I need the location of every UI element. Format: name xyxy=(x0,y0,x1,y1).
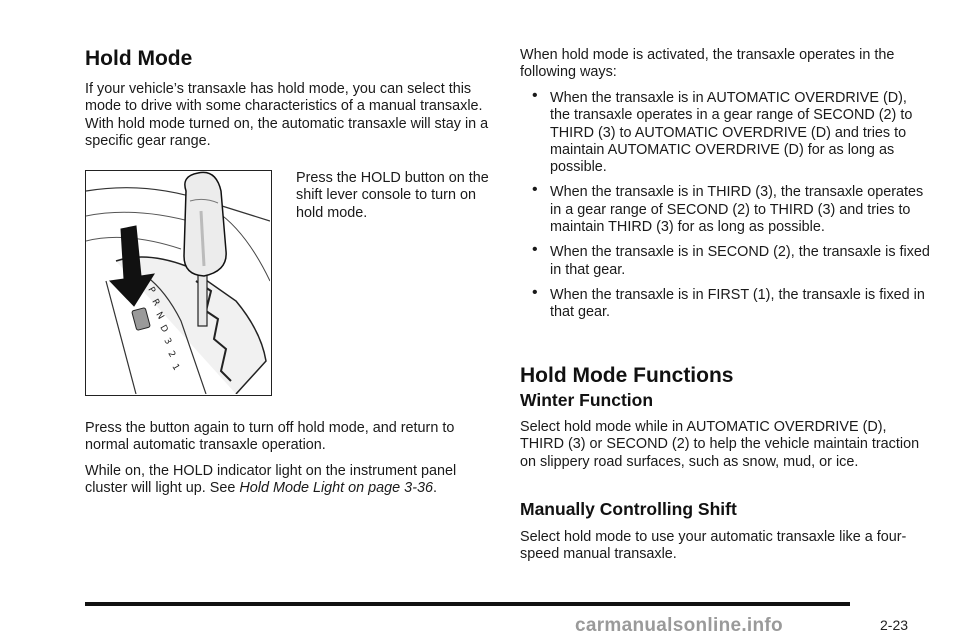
bullet-item: • When the transaxle is in AUTOMATIC OVERDRIVE (D), the transaxle operates in a gear range of SECOND (2) to THIRD (3) to AUTOMATIC OVERDRIVE (D) and tries to maintain AUTOMATIC OVERDRIVE (D) for as long as possible. xyxy=(532,87,913,176)
heading-hold-mode: Hold Mode xyxy=(85,47,193,70)
intro-paragraph: If your vehicle’s transaxle has hold mode, you can select this mode to drive with some characteristics of a manual transaxle. With hold mode turned on, the automatic transaxle will stay in a specific gear range. xyxy=(85,81,489,149)
subheading-winter-function: Winter Function xyxy=(520,390,654,410)
subheading-manually-controlling-shift: Manually Controlling Shift xyxy=(520,499,737,519)
manual-paragraph: Select hold mode to use your automatic transaxle like a four-speed manual transaxle. xyxy=(520,529,907,563)
svg-text:N: N xyxy=(153,310,166,322)
svg-text:D: D xyxy=(157,323,170,335)
bullet-dot: • xyxy=(532,181,538,199)
figure-caption: Press the HOLD button on the shift lever console to turn on hold mode. xyxy=(296,170,489,221)
bullet-dot: • xyxy=(532,283,538,301)
bullet-item: • When the transaxle is in THIRD (3), the transaxle operates in a gear range of SECOND (2) to THIRD (3) and tries to maintain THIRD (3) for as long as possible. xyxy=(532,181,924,236)
indicator-text: While on, the HOLD indicator light on the instrument panel cluster will light up. See xyxy=(85,463,457,497)
svg-text:R: R xyxy=(149,297,162,308)
svg-text:P: P xyxy=(145,285,157,296)
watermark: carmanualsonline.info xyxy=(575,615,783,636)
indicator-paragraph xyxy=(85,463,485,498)
page-number: 2-23 xyxy=(880,617,909,633)
heading-hold-mode-functions: Hold Mode Functions xyxy=(520,364,734,387)
shift-lever-drawing xyxy=(86,171,270,394)
bullet-item: • When the transaxle is in FIRST (1), the transaxle is fixed in that gear. xyxy=(532,283,925,321)
shift-lever-illustration xyxy=(85,170,272,396)
svg-text:1: 1 xyxy=(169,362,181,373)
hold-mode-light-reference[interactable]: Hold Mode Light on page 3-36 xyxy=(239,480,433,497)
bullet-item: • When the transaxle is in SECOND (2), the transaxle is fixed in that gear. xyxy=(532,241,930,278)
svg-text:3: 3 xyxy=(161,336,173,347)
operation-bullet-list xyxy=(520,87,930,330)
press-again-paragraph: Press the button again to turn off hold mode, and return to normal automatic transaxle operation. xyxy=(85,420,455,454)
right-intro: When hold mode is activated, the transaxle operates in the following ways: xyxy=(520,47,895,81)
svg-text:2: 2 xyxy=(165,349,177,360)
bullet-dot: • xyxy=(532,241,538,259)
indicator-end: . xyxy=(433,480,437,497)
bullet-dot: • xyxy=(532,87,538,104)
footer-rule xyxy=(85,602,850,606)
winter-paragraph: Select hold mode while in AUTOMATIC OVERDRIVE (D), THIRD (3) or SECOND (2) to help the vehicle maintain traction on slippery road surfaces, such as snow, mud, or ice. xyxy=(520,419,920,470)
